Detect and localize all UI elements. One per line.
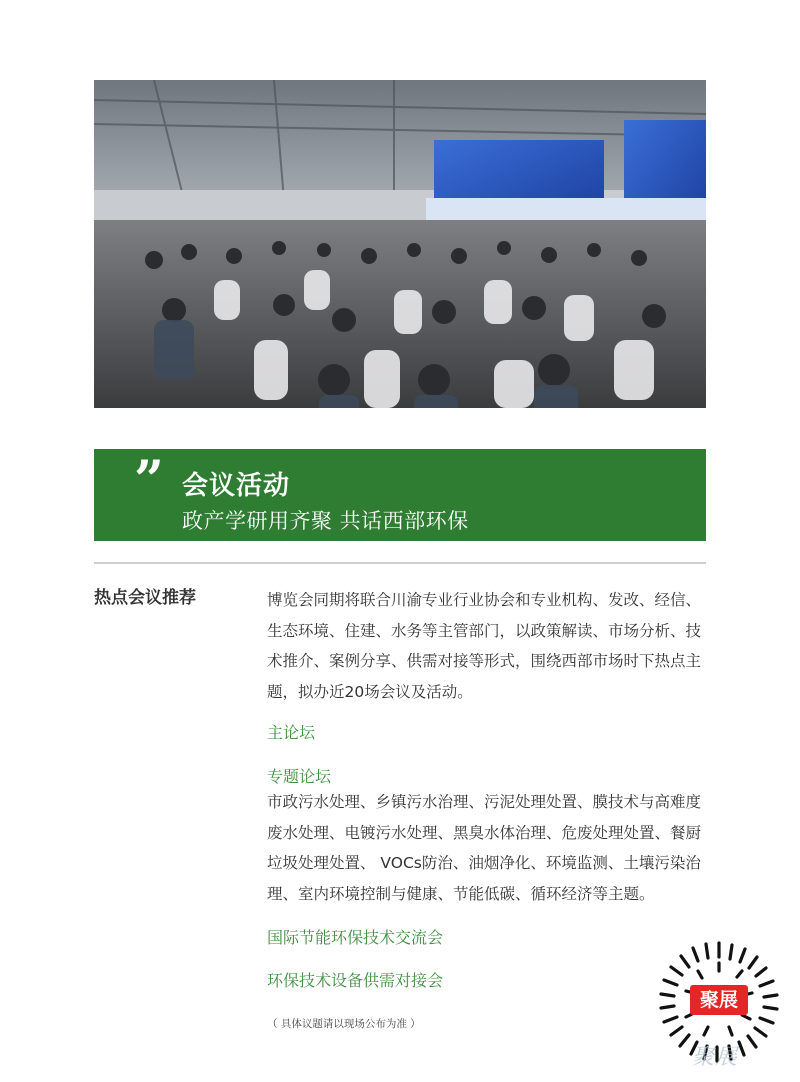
watermark: 聚展 (692, 1045, 739, 1070)
section-banner (94, 449, 706, 541)
banner-subtitle: 政产学研用齐聚 共话西部环保 (182, 509, 469, 533)
banner-title: 会议活动 (182, 471, 291, 501)
supply-demand-label: 环保技术设备供需对接会 (267, 971, 444, 990)
footnote: （ 具体议题请以现场公布为准 ） (267, 1018, 421, 1030)
intro-paragraph: 博览会同期将联合川渝专业行业协会和专业机构、发改、经信、生态环境、住建、水务等主管部门，以政策解读、市场分析、技术推介、案例分享、供需对接等形式，围绕西部市场时下热点主题，拟办近20场会议及活动。 (267, 591, 702, 701)
conference-photo (94, 80, 706, 408)
section-heading: 热点会议推荐 (94, 588, 196, 608)
divider (94, 562, 706, 564)
main-forum-label: 主论坛 (267, 723, 316, 742)
qr-badge: 聚展 (690, 985, 748, 1015)
quote-mark-icon: ” (134, 450, 160, 511)
special-forum-title: 专题论坛 (267, 767, 332, 786)
intl-exchange-label: 国际节能环保技术交流会 (267, 928, 444, 947)
special-forum-body: 市政污水处理、乡镇污水治理、污泥处理处置、膜技术与高难度废水处理、电镀污水处理、黑臭水体治理、危废处理处置、餐厨垃圾处理处置、 VOCs防治、油烟净化、环境监测、土壤污染治理、室内环境控制与健康、节能低碳、循环经济等主题。 (267, 793, 702, 903)
